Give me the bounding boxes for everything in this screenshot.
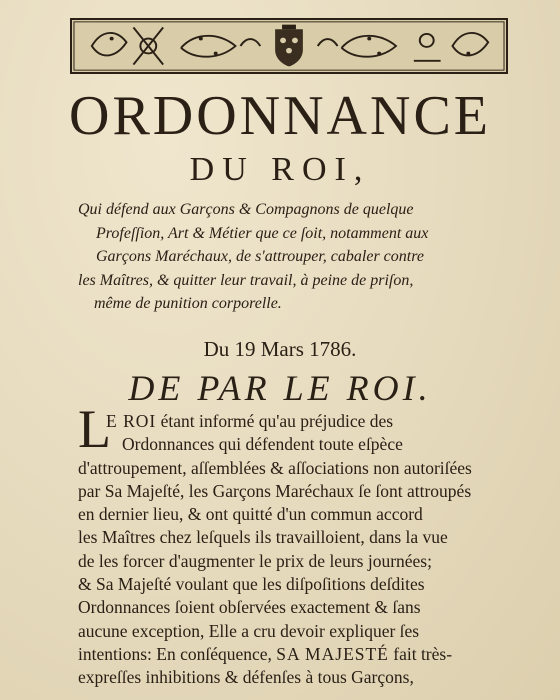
ordinance-date: Du 19 Mars 1786. bbox=[203, 337, 357, 361]
ordinance-summary bbox=[78, 198, 508, 316]
body-line: d'attroupement, aſſemblées & aſſociations non autoriſées bbox=[78, 457, 472, 478]
ornamental-header-band bbox=[70, 18, 508, 74]
body-line: Ordonnances qui défendent toute eſpèce bbox=[122, 434, 403, 455]
summary-line: même de punition corporelle. bbox=[94, 295, 282, 312]
summary-line: Profeſſion, Art & Métier que ce ſoit, notamment aux bbox=[96, 224, 429, 242]
body-line: les Maîtres chez leſquels ils travailloient, dans la vue bbox=[78, 527, 448, 548]
body-line: intentions: En conſéquence, SA MAJESTÉ fait très- bbox=[78, 643, 453, 664]
body-line: par Sa Majeſté, les Garçons Maréchaux ſe ſont attroupés bbox=[78, 480, 472, 501]
ordinance-body bbox=[78, 410, 498, 690]
drop-cap: L bbox=[78, 399, 111, 459]
summary-line: Qui défend aux Garçons & Compagnons de quelque bbox=[78, 201, 414, 218]
body-line: expreſſes inhibitions & défenſes à tous Garçons, bbox=[78, 667, 414, 688]
body-line: de les forcer d'augmenter le prix de leurs journées; bbox=[78, 550, 432, 571]
body-line: Ordonnances ſoient obſervées exactement & ſans bbox=[78, 597, 421, 618]
decree-heading: DE PAR LE ROI. bbox=[128, 368, 432, 408]
summary-line: Garçons Maréchaux, de s'attrouper, cabaler contre bbox=[96, 248, 424, 265]
body-line: aucune exception, Elle a cru devoir expliquer ſes bbox=[78, 620, 420, 641]
body-line: & Sa Majeſté voulant que les diſpoſitions deſdites bbox=[78, 574, 425, 595]
summary-line: les Maîtres, & quitter leur travail, à peine de priſon, bbox=[78, 271, 414, 289]
ornament-icon bbox=[72, 20, 506, 72]
body-line: E ROI étant informé qu'au préjudice des bbox=[106, 411, 394, 431]
document-title: ORDONNANCE bbox=[69, 85, 491, 147]
document-subtitle: DU ROI, bbox=[189, 151, 371, 188]
body-line: en dernier lieu, & ont quitté d'un commun accord bbox=[78, 504, 423, 525]
